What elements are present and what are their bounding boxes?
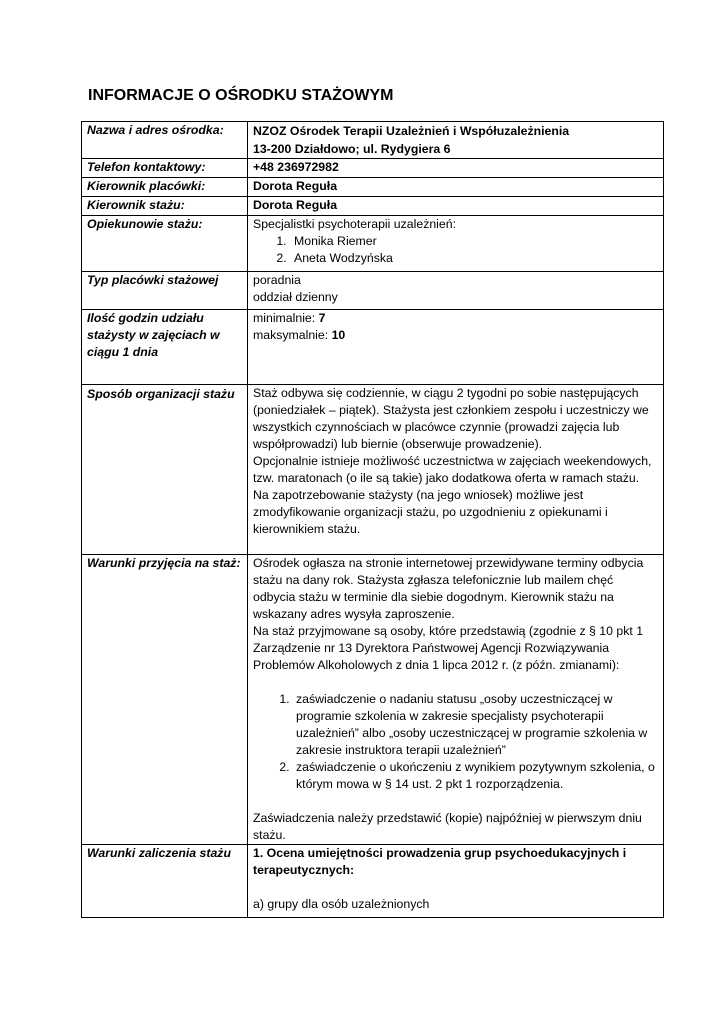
value-facility-type: [248, 272, 664, 310]
hours-max-value: 10: [331, 328, 346, 342]
organization-text-1: Staż odbywa się codziennie, w ciągu 2 tygodni po sobie następujących (poniedziałek – piątek). Stażysta jest członkiem zespołu i uczestniczy we wszystkich czynnościach w placówce czynnie (prowadzi zajęcia lub współprowadzi) lub biernie (obserwuje prowadzenie).: [253, 386, 649, 451]
label-admission: Warunki przyjęcia na staż:: [82, 555, 248, 845]
value-hours: [248, 310, 664, 385]
list-item: 1. zaświadczenie o nadaniu statusu „osoby uczestniczącej w programie szkolenia w zakresie specjalisty psychoterapii uzależnień” albo „osoby uczestniczącej w programie szkolenia w zakresie instruktora terapii uzależnień”: [293, 691, 658, 759]
facility-type-1: poradnia: [253, 273, 301, 287]
label-internship-head: Kierownik stażu:: [82, 197, 248, 216]
organization-text-2: Opcjonalnie istnieje możliwość uczestnictwa w zajęciach weekendowych, tzw. maratonach (o ile są takie) jako dodatkowa oferta w ramach stażu.: [253, 454, 652, 485]
hours-max-label: maksymalnie:: [253, 328, 332, 342]
row-facility-type: [82, 272, 664, 310]
facility-name: NZOZ Ośrodek Terapii Uzależnień i Współuzależnienia: [253, 124, 570, 138]
hours-max: [253, 327, 658, 344]
admission-text-3: Zaświadczenia należy przedstawić (kopie) najpóźniej w pierwszym dniu stażu.: [253, 811, 642, 842]
row-internship-head: [82, 197, 664, 216]
value-phone: +48 236972982: [248, 159, 664, 178]
list-item: 2. zaświadczenie o ukończeniu z wynikiem pozytywnym szkolenia, o którym mowa w § 14 ust. 2 pkt 1 rozporządzenia.: [293, 759, 658, 793]
supervisors-intro: Specjalistki psychoterapii uzależnień:: [253, 217, 457, 231]
admission-text-1: Ośrodek ogłasza na stronie internetowej przewidywane terminy odbycia stażu na dany rok. Stażysta zgłasza telefonicznie lub mailem chęć odbycia stażu w terminie dla siebie dogodnym. Kierownik stażu na wskazany adres wysyła zaproszenie.: [253, 556, 644, 621]
hours-min-value: 7: [318, 311, 326, 325]
value-head: Dorota Reguła: [248, 178, 664, 197]
facility-type-2: oddział dzienny: [253, 290, 338, 304]
row-name: [82, 122, 664, 159]
value-completion: [248, 845, 664, 918]
label-completion: Warunki zaliczenia stażu: [82, 845, 248, 918]
list-item: 1. Monika Riemer: [290, 233, 658, 250]
list-item: 2. Aneta Wodzyńska: [290, 250, 658, 267]
row-supervisors: [82, 216, 664, 272]
label-name: Nazwa i adres ośrodka:: [82, 122, 248, 159]
label-phone: Telefon kontaktowy:: [82, 159, 248, 178]
value-organization: [248, 385, 664, 555]
hours-min-label: minimalnie:: [253, 311, 319, 325]
facility-address: 13-200 Działdowo; ul. Rydygiera 6: [253, 142, 451, 156]
completion-heading: 1. Ocena umiejętności prowadzenia grup psychoedukacyjnych i terapeutycznych:: [253, 846, 627, 877]
label-head: Kierownik placówki:: [82, 178, 248, 197]
label-hours: Ilość godzin udziału stażysty w zajęciach w ciągu 1 dnia: [82, 310, 248, 385]
row-hours: [82, 310, 664, 385]
value-name: [248, 122, 664, 159]
admission-list: [253, 691, 658, 793]
row-admission: [82, 555, 664, 845]
info-table: [81, 121, 664, 918]
row-head: [82, 178, 664, 197]
label-facility-type: Typ placówki stażowej: [82, 272, 248, 310]
row-phone: [82, 159, 664, 178]
value-supervisors: [248, 216, 664, 272]
row-completion: [82, 845, 664, 918]
hours-min: [253, 310, 658, 327]
admission-text-2: Na staż przyjmowane są osoby, które przedstawią (zgodnie z § 10 pkt 1 Zarządzenie nr 13 Dyrektora Państwowej Agencji Rozwiązywania Problemów Alkoholowych z dnia 1 lipca 2012 r. (z późn. zmianami):: [253, 624, 644, 672]
label-organization: Sposób organizacji stażu: [82, 385, 248, 555]
row-organization: [82, 385, 664, 555]
value-internship-head: Dorota Reguła: [248, 197, 664, 216]
value-admission: [248, 555, 664, 845]
supervisors-list: [253, 233, 658, 267]
completion-item-a: a) grupy dla osób uzależnionych: [253, 897, 430, 911]
page-title: INFORMACJE O OŚRODKU STAŻOWYM: [88, 87, 394, 104]
organization-text-3: Na zapotrzebowanie stażysty (na jego wniosek) możliwe jest zmodyfikowanie organizacji stażu, po uzgodnieniu z opiekunami i kierownikiem stażu.: [253, 488, 608, 536]
label-supervisors: Opiekunowie stażu:: [82, 216, 248, 272]
